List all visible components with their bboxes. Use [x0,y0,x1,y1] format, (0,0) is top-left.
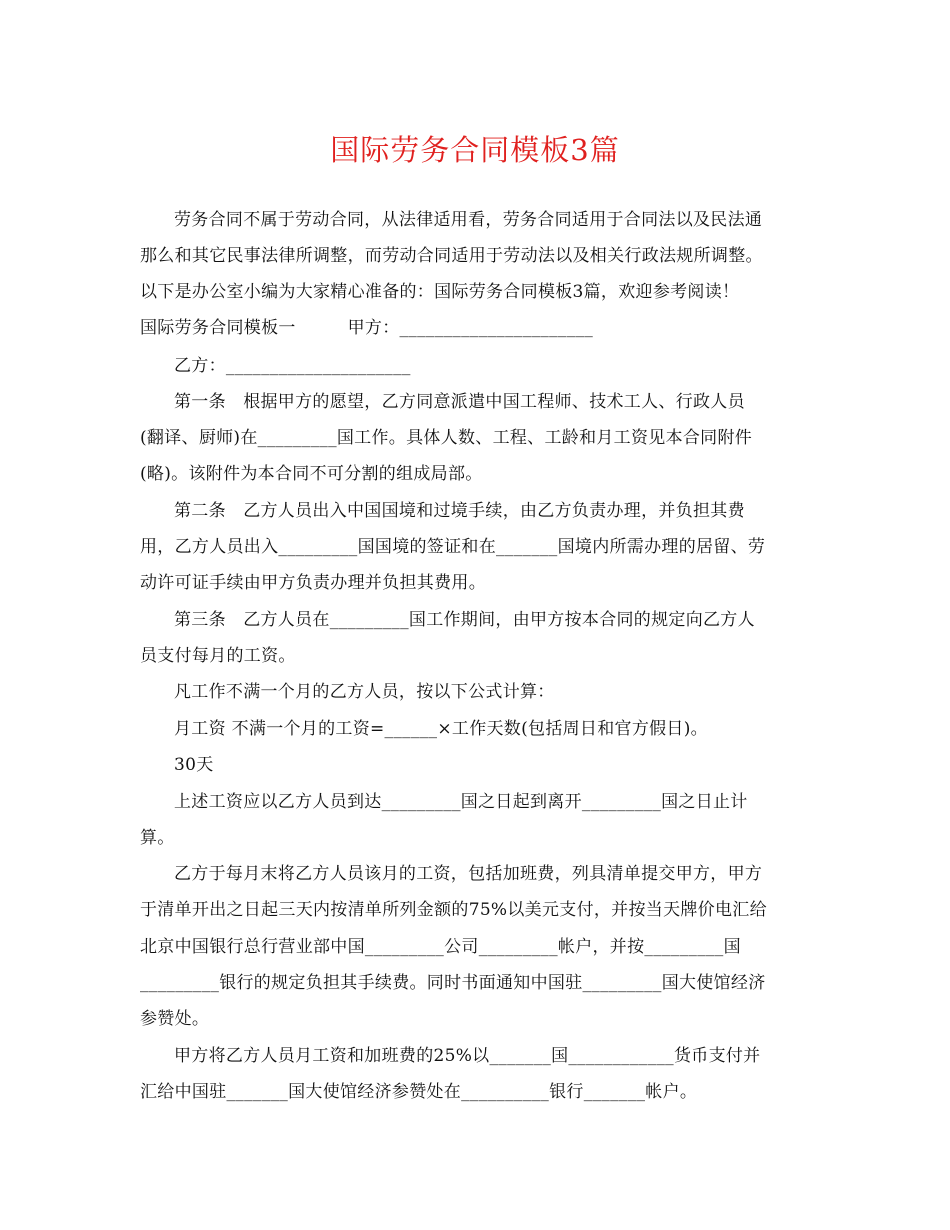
text-line: 用，乙方人员出入_________国国境的签证和在_______国境内所需办理的居留、劳 [140,537,766,557]
text-line: (翻译、厨师)在_________国工作。具体人数、工程、工龄和月工资见本合同附件 [140,428,753,448]
text-line: 上述工资应以乙方人员到达_________国之日起到离开_________国之日止计 [174,792,748,812]
text-line: 乙方于每月末将乙方人员该月的工资，包括加班费，列具清单提交甲方，甲方 [174,864,763,884]
text-line: 凡工作不满一个月的乙方人员，按以下公式计算： [174,682,555,702]
text-line: 那么和其它民事法律所调整，而劳动合同适用于劳动法以及相关行政法规所调整。 [140,246,763,266]
text-line: 第一条 根据甲方的愿望，乙方同意派遣中国工程师、技术工人、行政人员 [174,392,745,412]
text-line: 于清单开出之日起三天内按清单所列金额的75%以美元支付，并按当天牌价电汇给 [140,900,767,920]
text-line: 乙方：_____________________ [174,356,411,376]
text-line: _________银行的规定负担其手续费。同时书面通知中国驻_________国大使馆经济 [140,973,766,993]
page-title: 国际劳务合同模板3篇 [330,133,620,167]
text-line: 国际劳务合同模板一 甲方：______________________ [140,318,594,338]
text-line: 北京中国银行总行营业部中国_________公司_________帐户，并按_________国 [140,937,741,957]
text-line: 以下是办公室小编为大家精心准备的：国际劳务合同模板3篇，欢迎参考阅读！ [140,282,740,302]
text-line: 汇给中国驻_______国大使馆经济参赞处在__________银行_______帐户。 [140,1082,698,1102]
text-line: 第二条 乙方人员出入中国国境和过境手续，由乙方负责办理，并负担其费 [174,501,745,521]
text-line: 劳务合同不属于劳动合同，从法律适用看，劳务合同适用于合同法以及民法通 [174,210,763,230]
text-line: 员支付每月的工资。 [140,646,296,666]
text-line: 第三条 乙方人员在_________国工作期间，由甲方按本合同的规定向乙方人 [174,610,755,630]
text-line: 甲方将乙方人员月工资和加班费的25%以_______国____________货币支付并 [174,1046,761,1066]
text-line: (略)。该附件为本合同不可分割的组成局部。 [140,464,483,484]
text-line: 月工资 不满一个月的工资=______×工作天数(包括周日和官方假日)。 [174,719,708,739]
text-line: 动许可证手续由甲方负责办理并负担其费用。 [140,573,486,593]
text-line: 30天 [174,755,214,775]
text-line: 参赞处。 [140,1009,210,1029]
text-line: 算。 [140,828,175,848]
